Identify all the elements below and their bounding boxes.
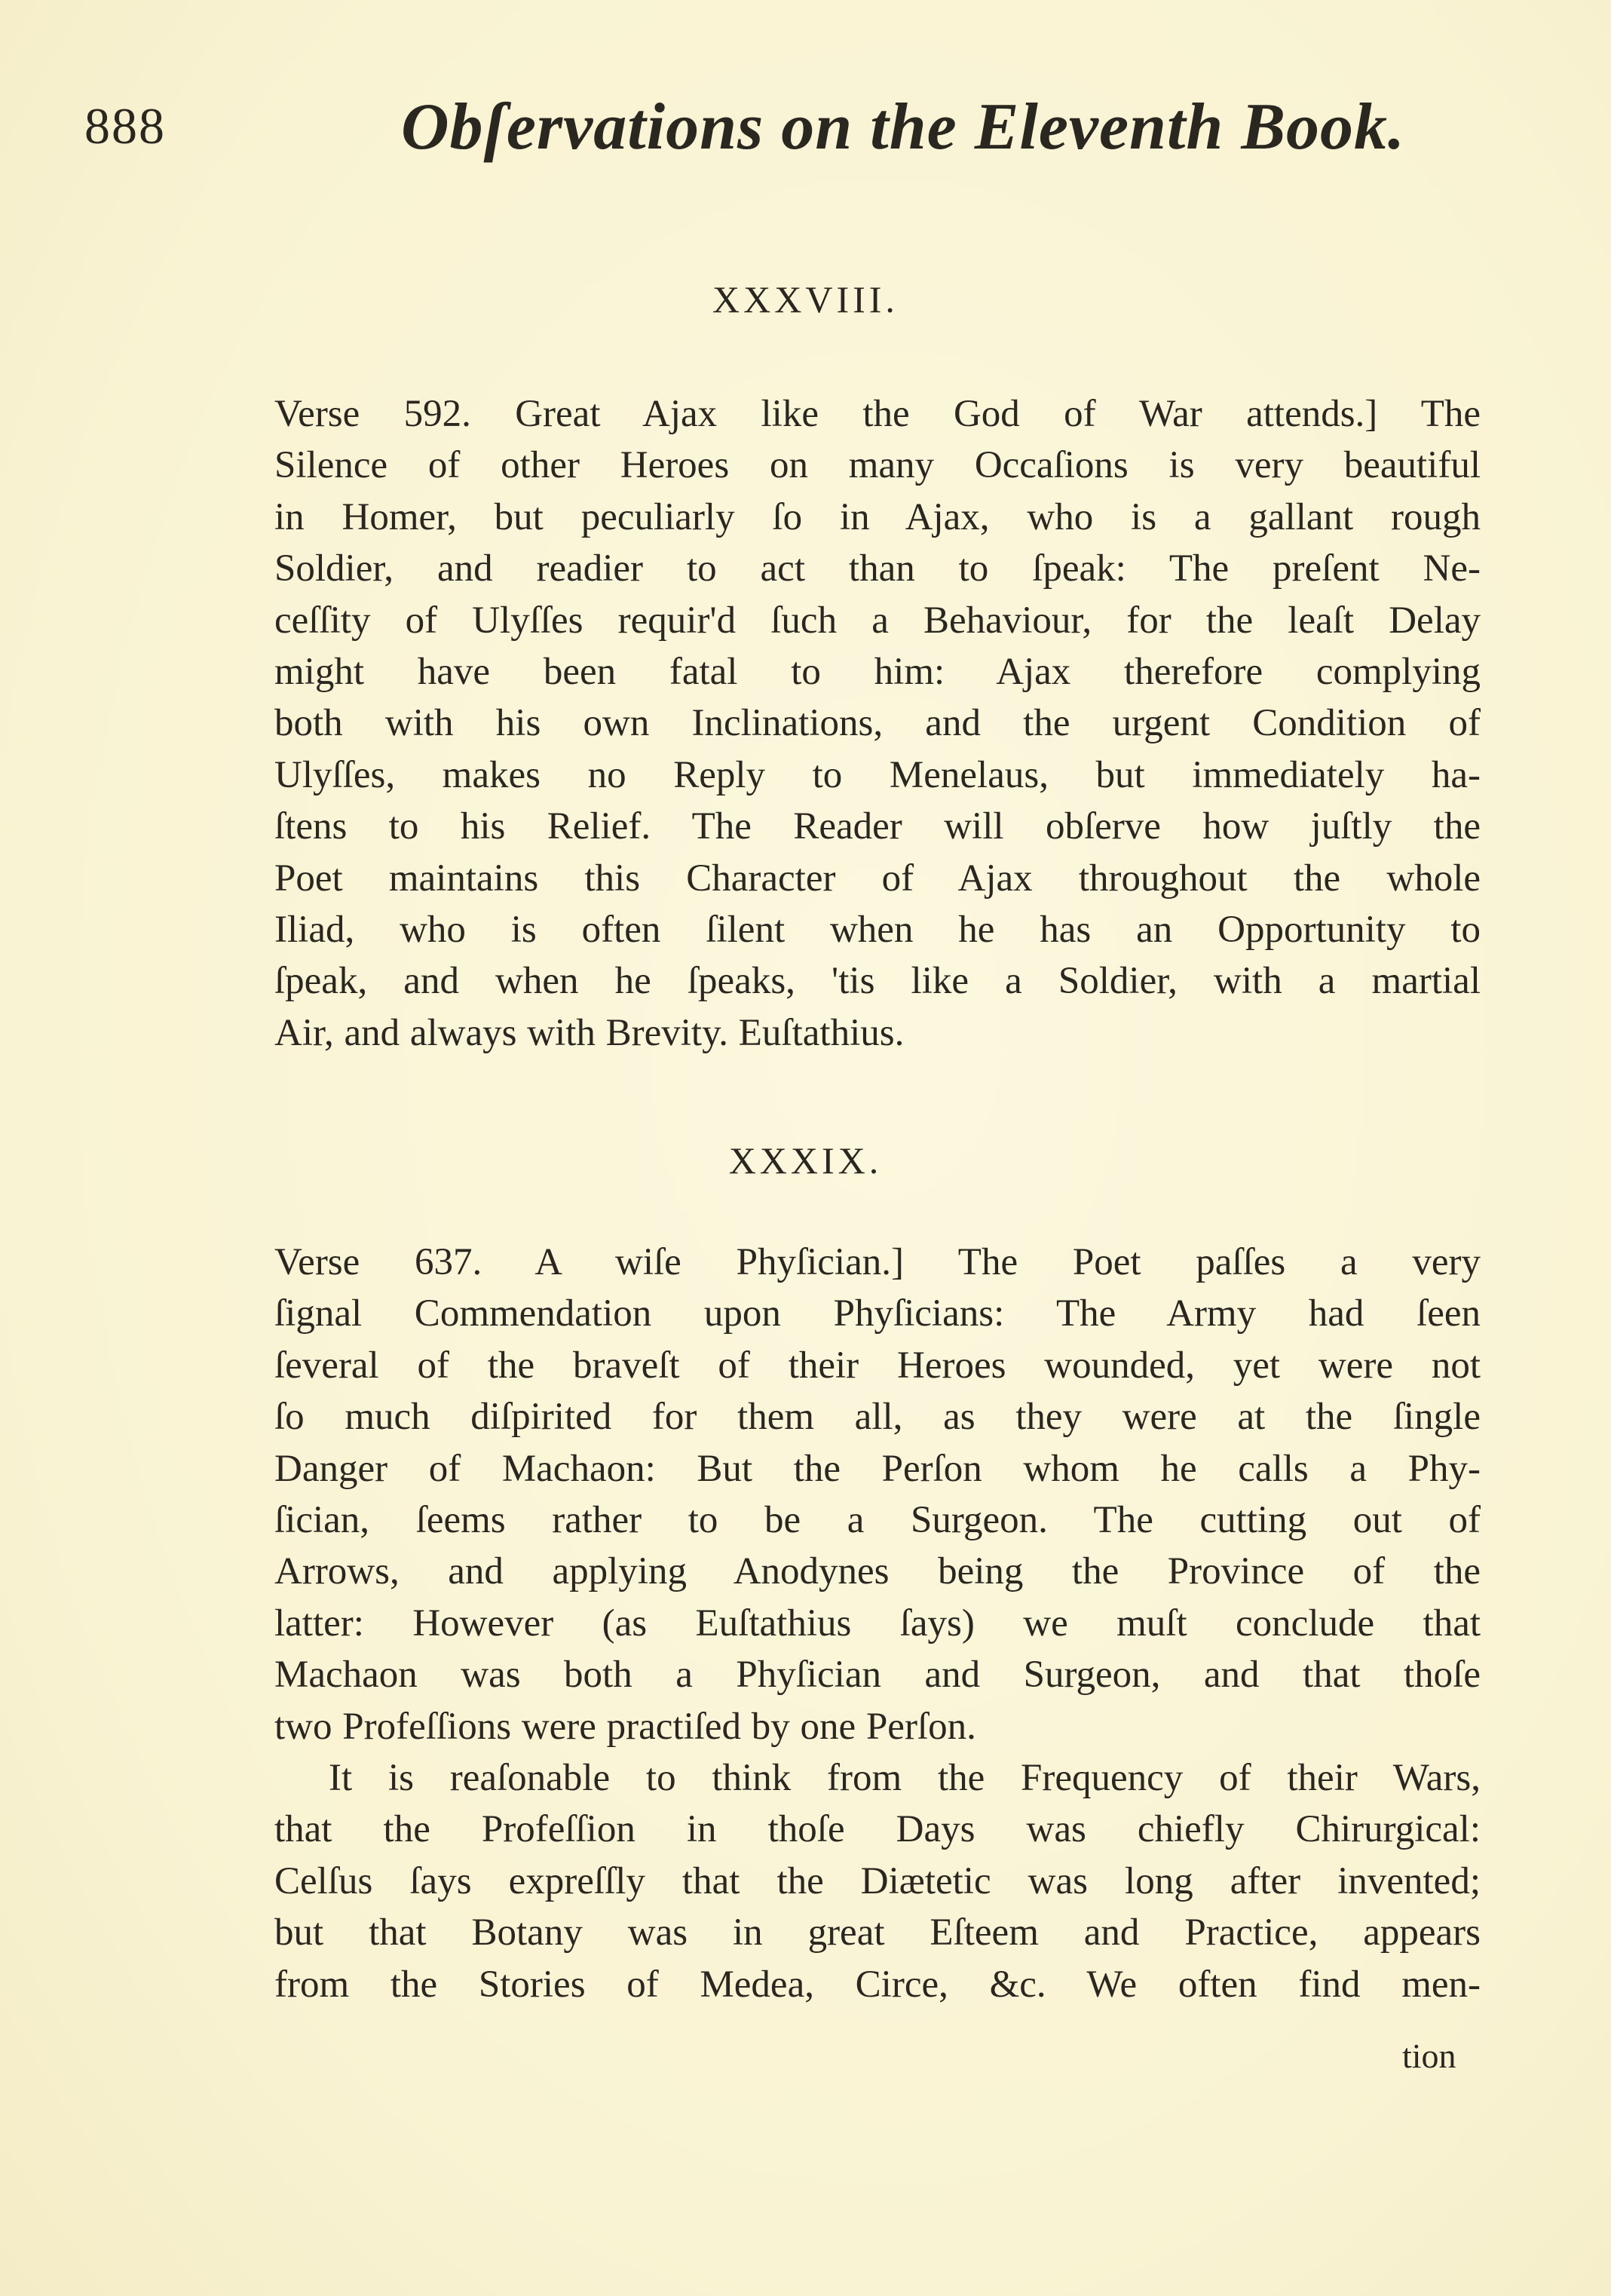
text-line: both with his own Inclinations, and the urgent Condition of: [274, 702, 1481, 745]
text-line: from the Stories of Medea, Circe, &c. We often find men-: [274, 1963, 1481, 2006]
text-line: that the Profeſſion in thoſe Days was chiefly Chirurgical:: [274, 1808, 1481, 1851]
paragraph-wars: [274, 1752, 1481, 2010]
text-line: ſignal Commendation upon Phyſicians: The Army had ſeen: [274, 1292, 1481, 1335]
section-heading-38: XXXVIII.: [712, 278, 899, 320]
text-line: ſtens to his Relief. The Reader will obſerve how juſtly the: [274, 805, 1481, 848]
text-line: Arrows, and applying Anodynes being the Province of the: [274, 1550, 1481, 1593]
section-heading-39: XXXIX.: [728, 1139, 883, 1182]
text-line: Verse 637. A wiſe Phyſician.] The Poet paſſes a very: [274, 1241, 1481, 1283]
text-line: ceſſity of Ulyſſes requir'd ſuch a Behaviour, for the leaſt Delay: [274, 599, 1481, 642]
running-title: Obſervations on the Eleventh Book.: [401, 90, 1406, 164]
text-line: Silence of other Heroes on many Occaſions is very beautiful: [274, 444, 1481, 487]
catchword: tion: [1402, 2037, 1456, 2075]
text-line: Verse 592. Great Ajax like the God of War attends.] The: [274, 393, 1481, 435]
text-line: latter: However (as Euſtathius ſays) we muſt conclude that: [274, 1602, 1481, 1645]
text-line: in Homer, but peculiarly ſo in Ajax, who is a gallant rough: [274, 495, 1481, 538]
text-line: might have been fatal to him: Ajax therefore complying: [274, 650, 1481, 693]
text-line: Air, and always with Brevity. Euſtathius.: [274, 1011, 905, 1054]
text-line: ſo much diſpirited for them all, as they were at the ſingle: [274, 1396, 1481, 1439]
page-number: 888: [84, 97, 166, 155]
text-line: two Profeſſions were practiſed by one Perſon.: [274, 1705, 976, 1748]
text-line: Celſus ſays expreſſly that the Diætetic was long after invented;: [274, 1859, 1481, 1902]
text-line: ſpeak, and when he ſpeaks, 'tis like a Soldier, with a martial: [274, 960, 1481, 1003]
text-line: but that Botany was in great Eſteem and Practice, appears: [274, 1911, 1481, 1954]
text-line: ſeveral of the braveſt of their Heroes wounded, yet were not: [274, 1344, 1481, 1387]
text-line: Iliad, who is often ſilent when he has an Opportunity to: [274, 908, 1481, 951]
paragraph-verse-637: [274, 1237, 1481, 1752]
text-line: Soldier, and readier to act than to ſpeak: The preſent Ne-: [274, 547, 1481, 590]
text-line: Machaon was both a Phyſician and Surgeon, and that thoſe: [274, 1654, 1481, 1697]
text-line: Danger of Machaon: But the Perſon whom he calls a Phy-: [274, 1447, 1481, 1490]
text-line: It is reaſonable to think from the Frequency of their Wars,: [329, 1757, 1481, 1799]
text-line: Ulyſſes, makes no Reply to Menelaus, but immediately ha-: [274, 753, 1481, 796]
paragraph-verse-592: [274, 388, 1481, 1059]
text-line: Poet maintains this Character of Ajax throughout the whole: [274, 857, 1481, 900]
text-line: ſician, ſeems rather to be a Surgeon. The cutting out of: [274, 1498, 1481, 1541]
page-header: [84, 89, 1517, 172]
